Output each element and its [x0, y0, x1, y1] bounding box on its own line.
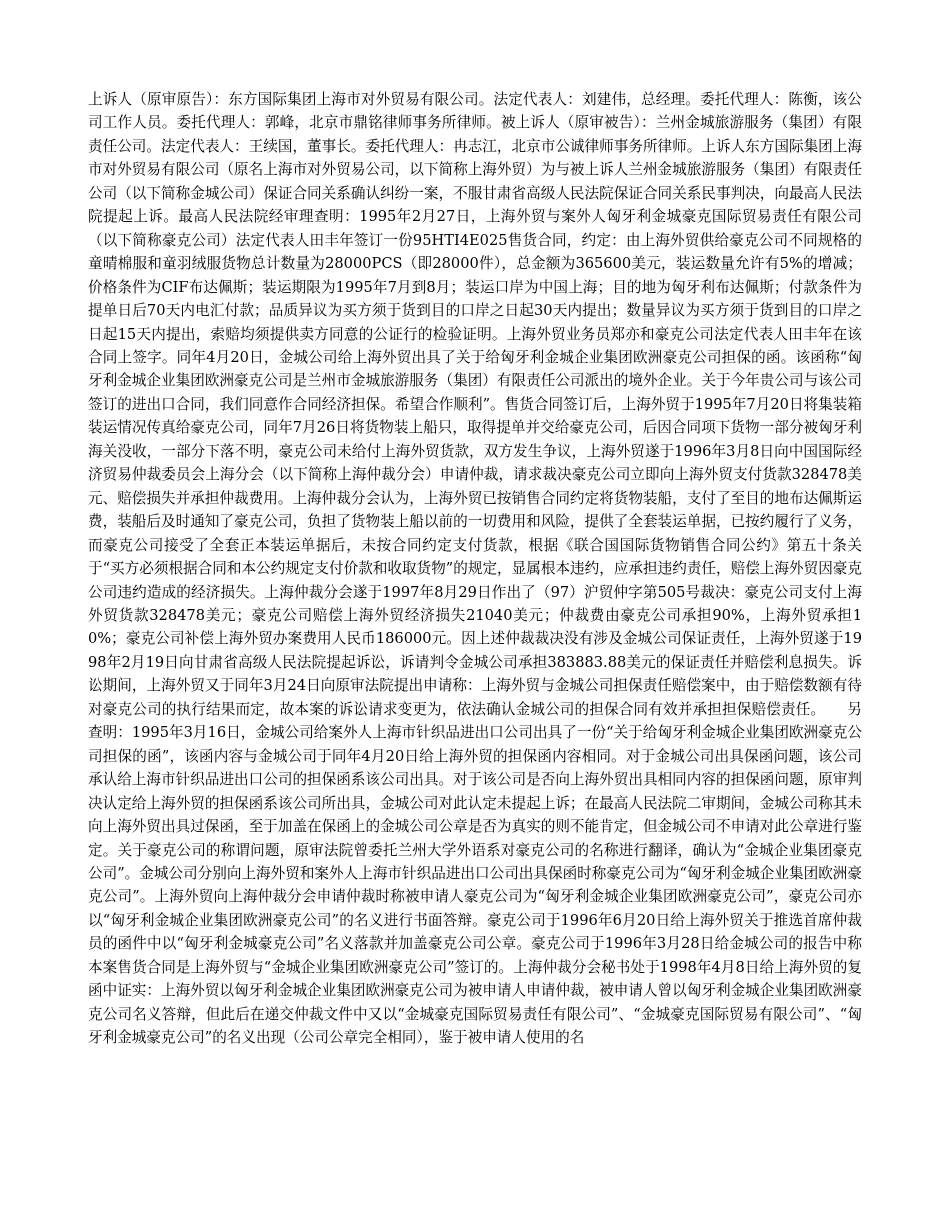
document-body-text: 上诉人（原审原告）：东方国际集团上海市对外贸易有限公司。法定代表人：刘建伟，总经理。委托代理人：陈衡，该公司工作人员。委托代理人：郭峰，北京市鼎铭律师事务所律师。被上诉人（原审被告）：兰州金城旅游服务（集团）有限责任公司。法定代表人：王续国，董事长。委托代理人：冉志江，北京市公诚律师事务所律师。上诉人东方国际集团上海市对外贸易有限公司（原名上海市对外贸易公司，以下简称上海外贸）为与被上诉人兰州金城旅游服务（集团）有限责任公司（以下简称金城公司）保证合同关系确认纠纷一案，不服甘肃省高级人民法院保证合同关系民事判决，向最高人民法院提起上诉。最高人民法院经审理查明：1995年2月27日，上海外贸与案外人匈牙利金城豪克国际贸易责任有限公司（以下简称豪克公司）法定代表人田丰年签订一份95HTI4E025售货合同，约定：由上海外贸供给豪克公司不同规格的童晴棉服和童羽绒服货物总计数量为28000PCS（即28000件），总金额为365600美元，装运数量允许有5%的增减；价格条件为CIF布达佩斯；装运期限为1995年7月到8月；装运口岸为中国上海；目的地为匈牙利布达佩斯；付款条件为提单日后70天内电汇付款；品质异议为买方须于货到目的口岸之日起30天内提出；数量异议为买方须于货到目的口岸之日起15天内提出，索赔均须提供卖方同意的公证行的检验证明。上海外贸业务员郑亦和豪克公司法定代表人田丰年在该合同上签字。同年4月20日，金城公司给上海外贸出具了关于给匈牙利金城企业集团欧洲豪克公司担保的函。该函称“匈牙利金城企业集团欧洲豪克公司是兰州市金城旅游服务（集团）有限责任公司派出的境外企业。关于今年贵公司与该公司签订的进出口合同，我们同意作合同经济担保。希望合作顺利”。售货合同签订后，上海外贸于1995年7月20日将集装箱装运情况传真给豪克公司，同年7月26日将货物装上船只，取得提单并交给豪克公司，后因合同项下货物一部分被匈牙利海关没收，一部分下落不明，豪克公司未给付上海外贸货款，双方发生争议，上海外贸遂于1996年3月8日向中国国际经济贸易仲裁委员会上海分会（以下简称上海仲裁分会）申请仲裁，请求裁决豪克公司立即向上海外贸支付货款328478美元、赔偿损失并承担仲裁费用。上海仲裁分会认为，上海外贸已按销售合同约定将货物装船，支付了至目的地布达佩斯运费，装船后及时通知了豪克公司，负担了货物装上船以前的一切费用和风险，提供了全套装运单据，已按约履行了义务，而豪克公司接受了全套正本装运单据后，未按合同约定支付货款，根据《联合国国际货物销售合同公约》第五十条关于“买方必须根据合同和本公约规定支付价款和收取货物”的规定，显属根本违约，应承担违约责任，赔偿上海外贸因豪克公司违约造成的经济损失。上海仲裁分会遂于1997年8月29日作出了（97）沪贸仲字第505号裁决：豪克公司支付上海外贸货款328478美元；豪克公司赔偿上海外贸经济损失21040美元；仲裁费由豪克公司承担90%，上海外贸承担10%；豪克公司补偿上海外贸办案费用人民币186000元。因上述仲裁裁决没有涉及金城公司保证责任，上海外贸遂于1998年2月19日向甘肃省高级人民法院提起诉讼，诉请判令金城公司承担383883.88美元的保证责任并赔偿利息损失。诉讼期间，上海外贸又于同年3月24日向原审法院提出申请称：上海外贸与金城公司担保责任赔偿案中，由于赔偿数额有待对豪克公司的执行结果而定，故本案的诉讼请求变更为，依法确认金城公司的担保合同有效并承担担保赔偿责任。 另查明：1995年3月16日，金城公司给案外人上海市针织品进出口公司出具了一份“关于给匈牙利金城企业集团欧洲豪克公司担保的函”，该函内容与金城公司于同年4月20日给上海外贸的担保函内容相同。对于金城公司出具保函问题，该公司承认给上海市针织品进出口公司的担保函系该公司出具。对于该公司是否向上海外贸出具相同内容的担保函问题，原审判决认定给上海外贸的担保函系该公司所出具，金城公司对此认定未提起上诉；在最高人民法院二审期间，金城公司称其未向上海外贸出具过保函，至于加盖在保函上的金城公司公章是否为真实的则不能肯定，但金城公司不申请对此公章进行鉴定。关于豪克公司的称谓问题，原审法院曾委托兰州大学外语系对豪克公司的名称进行翻译，确认为“金城企业集团豪克公司”。金城公司分别向上海外贸和案外人上海市针织品进出口公司出具保函时称豪克公司为“匈牙利金城企业集团欧洲豪克公司”。上海外贸向上海仲裁分会申请仲裁时称被申请人豪克公司为“匈牙利金城企业集团欧洲豪克公司”，豪克公司亦以“匈牙利金城企业集团欧洲豪克公司”的名义进行书面答辩。豪克公司于1996年6月20日给上海外贸关于推选首席仲裁员的函件中以“匈牙利金城豪克公司”名义落款并加盖豪克公司公章。豪克公司于1996年3月28日给金城公司的报告中称本案售货合同是上海外贸与“金城企业集团欧洲豪克公司”签订的。上海仲裁分会秘书处于1998年4月8日给上海外贸的复函中证实：上海外贸以匈牙利金城企业集团欧洲豪克公司为被申请人申请仲裁，被申请人曾以匈牙利金城企业集团欧洲豪克公司名义答辩，但此后在递交仲裁文件中又以“金城豪克国际贸易责任有限公司”、“金城豪克国际贸易有限公司”、“匈牙利金城豪克公司”的名义出现（公司公章完全相同），鉴于被申请人使用的名 — [88, 91, 862, 1047]
document-page — [88, 88, 862, 1050]
